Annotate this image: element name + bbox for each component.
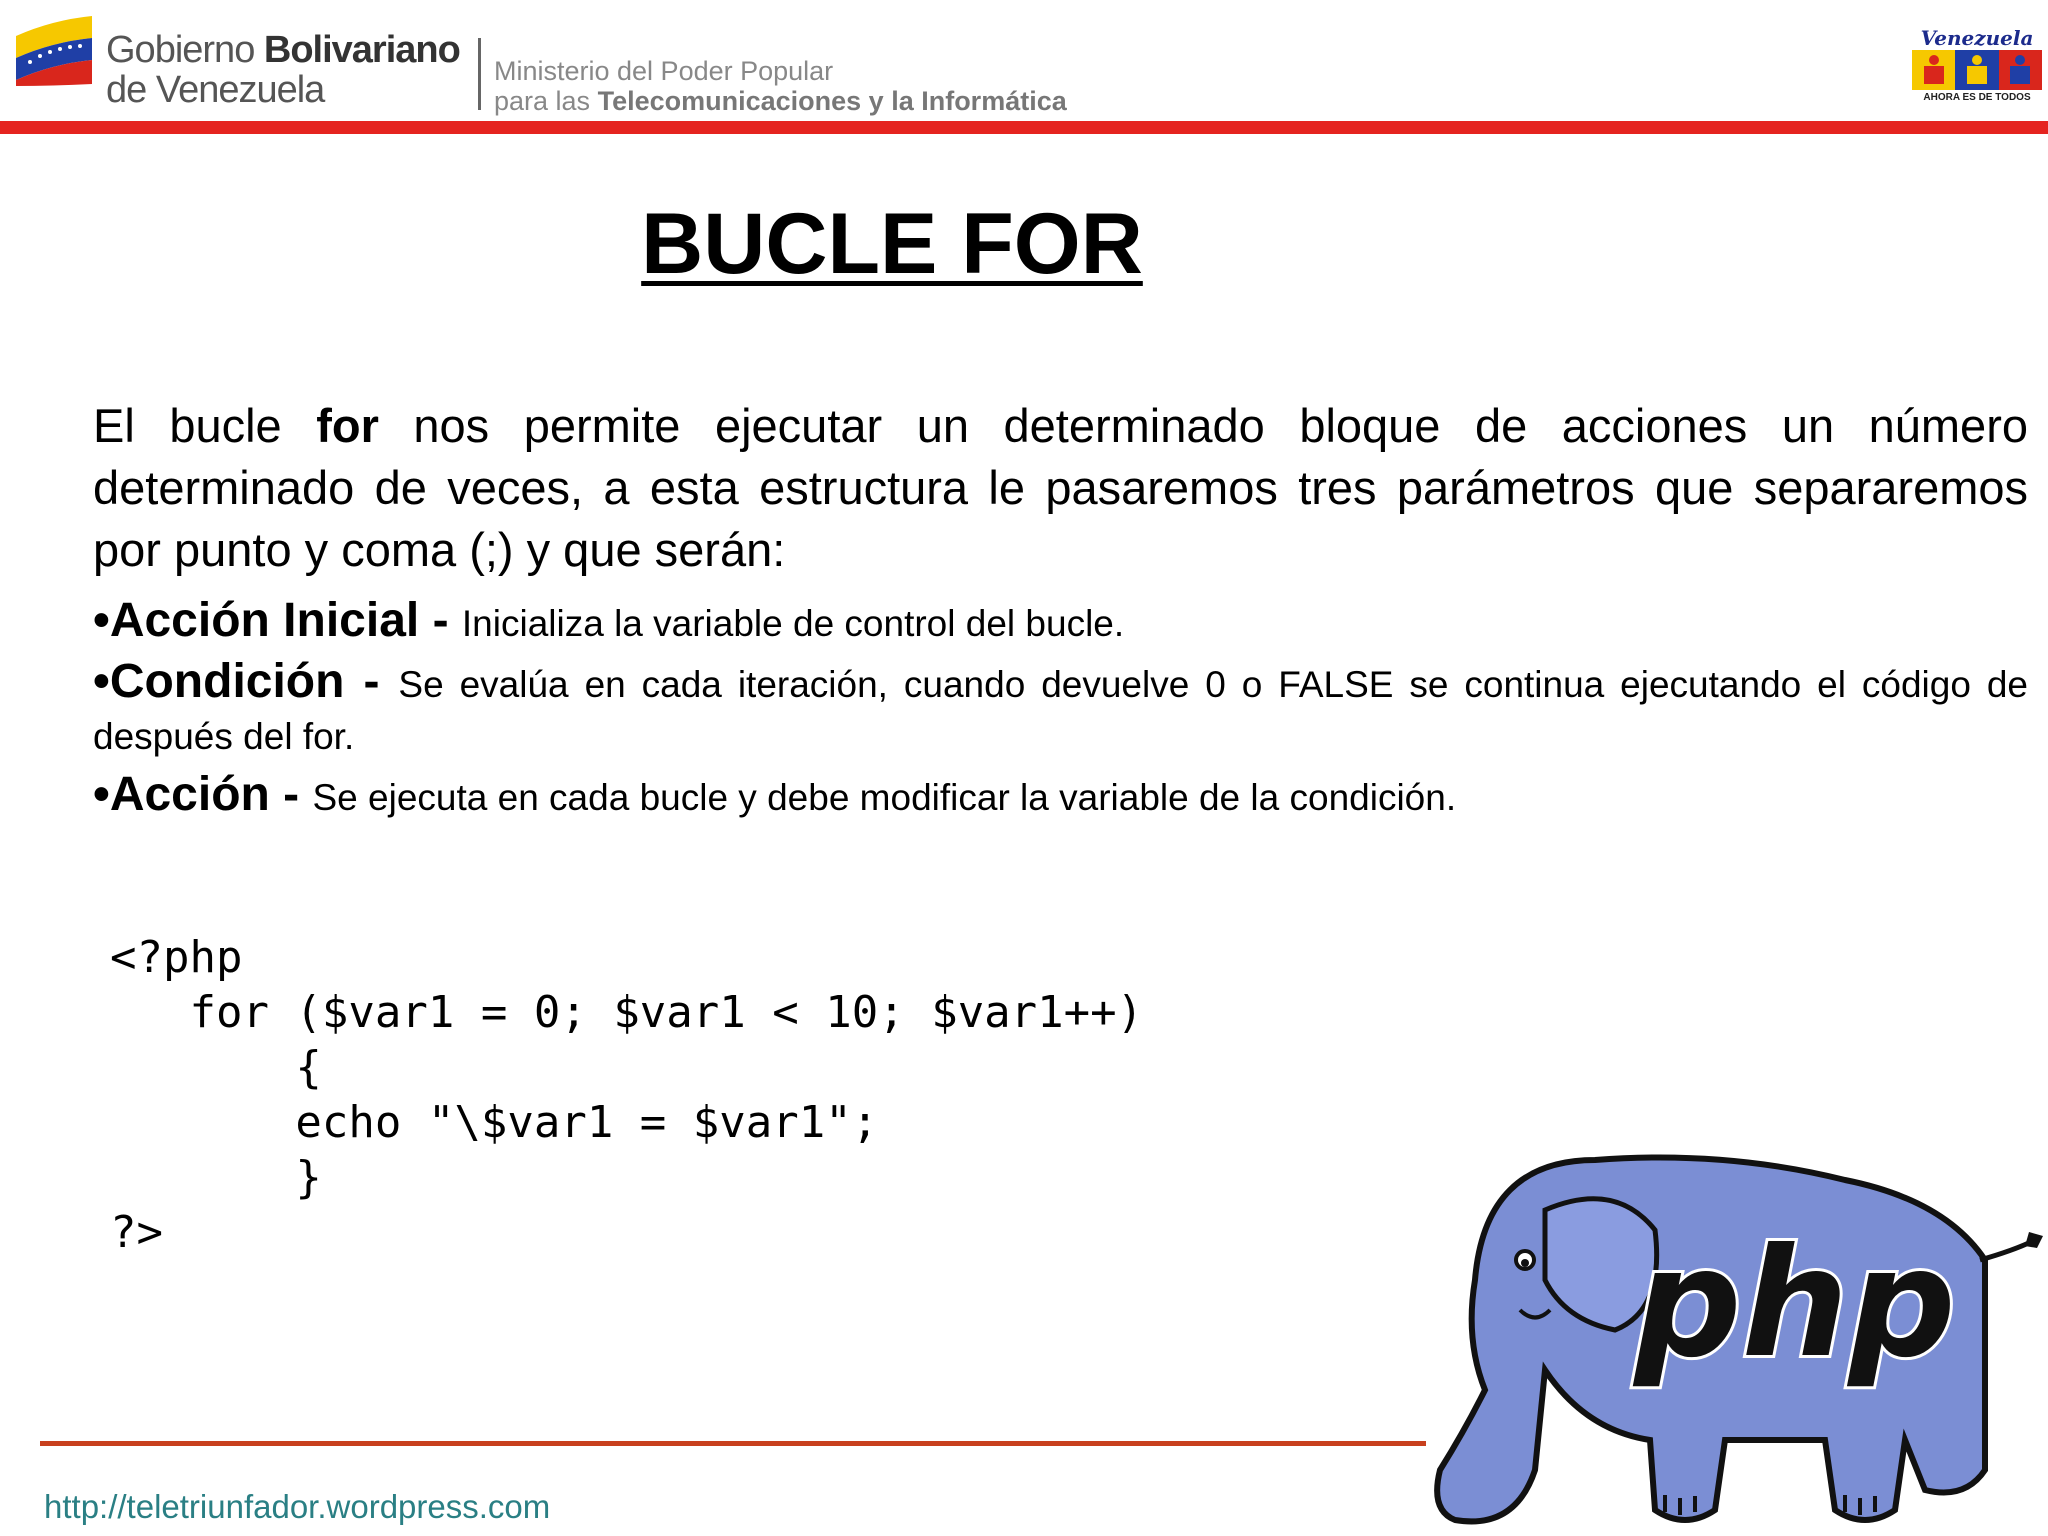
government-name [106,30,460,110]
slide-header [0,0,2048,135]
bullet-desc: Inicializa la variable de control del bucle. [461,603,1125,644]
ministry-line1: Ministerio del Poder Popular [494,56,834,86]
intro-before: El bucle [93,399,317,452]
bullet-dash: - [419,594,462,647]
bullet-term: Acción Inicial [109,594,420,647]
venezuela-flag-icon [12,14,98,86]
php-code-block: <?php for ($var1 = 0; $var1 < 10; $var1++) { echo "\$var1 = $var1"; } ?> [110,932,1144,1258]
vzla-logo-sub: AHORA ES DE TODOS [1923,92,2031,103]
ministry-line2-bold: Telecomunicaciones y la Informática [597,86,1067,116]
gov-line1-prefix: Gobierno [106,29,255,71]
bullet-marker: • [93,768,110,821]
vzla-logo-title: Venezuela [1920,26,2034,50]
bullet-dash: - [269,768,313,821]
bullet-term: Acción [109,768,270,821]
footer-rule [40,1441,1426,1446]
bullet-accion-inicial [93,595,2028,650]
vzla-logo-figures-icon [1912,50,2042,94]
gov-line1-bold: Bolivariano [263,29,460,71]
bullet-marker: • [93,594,110,647]
bullet-desc: Se evalúa en cada iteración, cuando devuelve 0 o FALSE se continua ejecutando el código de después del for. [93,664,2029,757]
header-separator [478,38,481,110]
gov-line2: de Venezuela [106,69,325,111]
ministry-name [494,56,1067,116]
ministry-line2-prefix: para las [494,86,591,116]
intro-keyword: for [316,399,379,452]
bullet-condicion [93,656,2028,763]
bullet-accion [93,769,2028,824]
venezuela-ahora-logo [1912,26,2042,104]
header-red-bar [0,121,2048,134]
intro-after: nos permite ejecutar un determinado bloque de acciones un número determinado de veces, a esta estructura le pasaremos tres parámetros que separaremos por punto y coma (;) y que serán: [93,399,2028,576]
bullet-term: Condición [109,655,345,708]
bullet-marker: • [93,655,110,708]
bullet-desc: Se ejecuta en cada bucle y debe modificar la variable de la condición. [312,777,1457,818]
bullet-list [93,595,2028,830]
intro-paragraph [93,395,2028,581]
php-elephant-logo [1425,1140,2045,1536]
bullet-dash: - [344,655,399,708]
footer-url[interactable]: http://teletriunfador.wordpress.com [44,1488,551,1525]
php-logo-text: php [1634,1217,1956,1391]
slide-title: BUCLE FOR [641,196,1143,292]
